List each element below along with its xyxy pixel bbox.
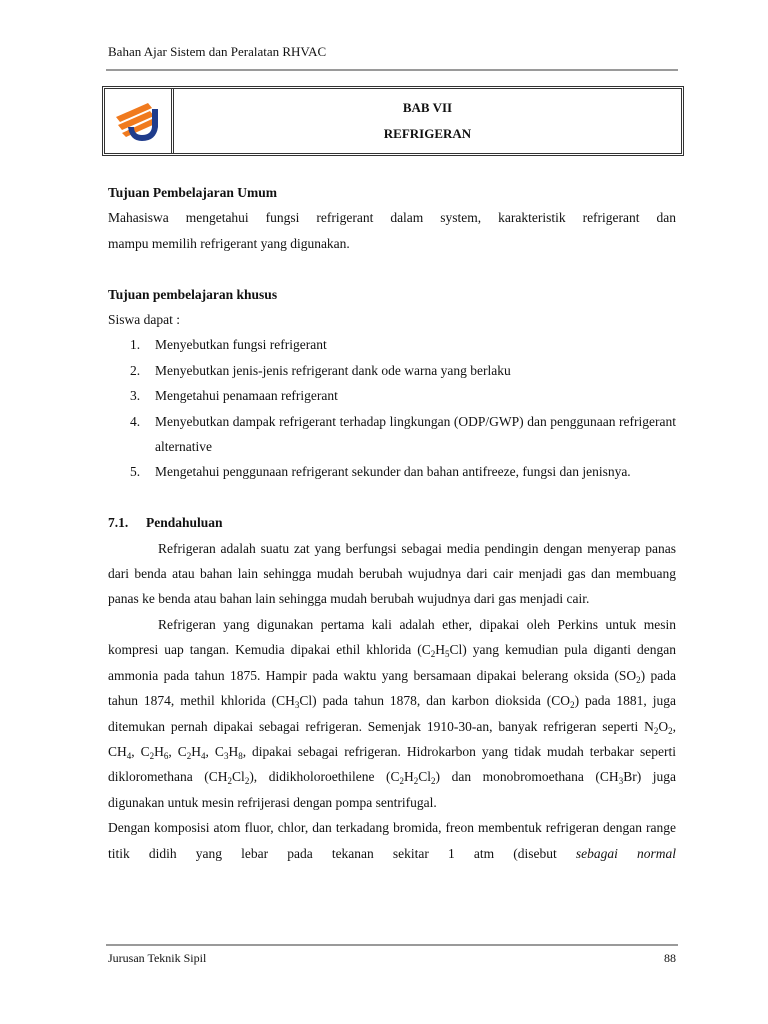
section-number: 7.1.: [108, 515, 129, 531]
list-item: 4. Menyebutkan dampak refrigerant terhadap lingkungan (ODP/GWP) dan penggunaan refrigerant alternative: [130, 413, 676, 455]
general-objective-line-1: Mahasiswa mengetahui fungsi refrigerant dalam system, karakteristik refrigerant dan: [108, 210, 676, 226]
specific-objectives-intro: Siswa dapat :: [108, 312, 180, 328]
paragraph-1: Refrigeran adalah suatu zat yang berfungsi sebagai media pendingin dengan menyerap panas dari benda atau bahan lain sehingga mudah berubah wujudnya dari cair menjadi gas dan membuang panas ke benda atau bahan lain sehingga mudah berubah wujudnya dari gas menjadi cair.: [108, 540, 676, 607]
general-objective-line-2: mampu memilih refrigerant yang digunakan.: [108, 235, 350, 251]
logo-cell: [105, 89, 174, 153]
chapter-title-cell: [174, 89, 681, 153]
footer-department: Jurusan Teknik Sipil: [108, 951, 207, 965]
list-item: 2. Menyebutkan jenis-jenis refrigerant dank ode warna yang berlaku: [130, 362, 511, 378]
institution-logo-icon: [112, 97, 164, 145]
list-item: 3. Mengetahui penamaan refrigerant: [130, 388, 338, 404]
main-content: [108, 180, 676, 866]
chapter-title: REFRIGERAN: [383, 126, 472, 141]
objectives-list: [108, 332, 676, 484]
list-item: 1. Menyebutkan fungsi refrigerant: [130, 337, 327, 353]
list-item: 5. Mengetahui penggunaan refrigerant sekunder dan bahan antifreeze, fungsi dan jenisnya.: [130, 464, 631, 480]
section-title: Pendahuluan: [146, 515, 223, 531]
page-number: 88: [664, 951, 676, 965]
chapter-title-box: [102, 86, 684, 156]
general-objective-heading: Tujuan Pembelajaran Umum: [108, 185, 278, 200]
specific-objectives-heading: Tujuan pembelajaran khusus: [108, 286, 278, 302]
section-heading: [108, 510, 676, 535]
paragraph-2: Refrigeran yang digunakan pertama kali adalah ether, dipakai oleh Perkins untuk mesin kompresi uap tangan. Kemudia dipakai ethil khlorida $(C_2H_5Cl)$ yang kemudian pula diganti dengan ammonia pada tahun 1875. Hampir pada waktu yang bersamaan dipakai belerang oksida $(SO_2)$ pada tahun 1874, methil khlorida $(CH_3Cl)$ pada tahun 1878, dan karbon dioksida $(CO_2)$ pada 1881, juga ditemukan pernah dipakai sebagai refrigeran. Semenjak 1910-30-an, banyak refrigeran seperti $N_2O_2$, $CH_4$, $C_2H_6$, $C_2H_4$, $C_3H_8$, dipakai sebagai refrigeran. Hidrokarbon yang tidak mudah terbakar seperti dikloromethana $(CH_2Cl_2)$, didikholoroethilene $(C_2H_2Cl_2)$ dan monobromoethana $(CH_3Br)$ juga digunakan untuk mesin refrijerasi dengan pompa sentrifugal.: [108, 616, 677, 810]
footer-rule: [106, 944, 678, 946]
chapter-number: BAB VII: [402, 100, 453, 115]
paragraph-3: Dengan komposisi atom fluor, chlor, dan terkadang bromida, freon membentuk refrigeran dengan range titik didih yang lebar pada tekanan sekitar 1 atm (disebut sebagai normal: [108, 820, 676, 861]
header-rule: [106, 69, 678, 71]
running-header: Bahan Ajar Sistem dan Peralatan RHVAC: [108, 44, 327, 59]
